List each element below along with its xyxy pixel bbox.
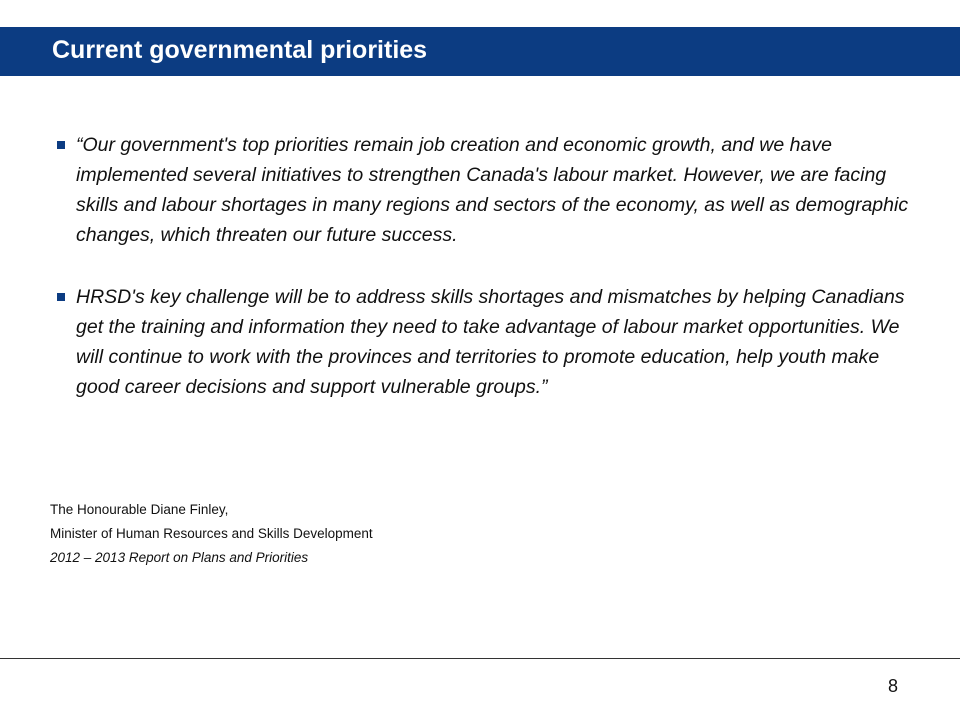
- bullet-item: [52, 130, 912, 250]
- attribution: [50, 498, 373, 570]
- footer-divider: [0, 658, 960, 659]
- square-bullet-icon: [57, 141, 65, 149]
- slide-title: Current governmental priorities: [52, 36, 428, 64]
- bullet-text: “Our government's top priorities remain job creation and economic growth, and we have implemented several initiatives to strengthen Canada's labour market. However, we are facing skills and labour shortages in many regions and sectors of the economy, as well as demographic changes, which threaten our future success.: [76, 134, 909, 246]
- bullet-list: [52, 130, 912, 402]
- bullet-text: HRSD's key challenge will be to address skills shortages and mismatches by helping Canadians get the training and information they need to take advantage of labour market opportunities. We will continue to work with the provinces and territories to promote education, help youth make good career decisions and support vulnerable groups.”: [76, 286, 905, 398]
- page-number: 8: [888, 676, 899, 696]
- attribution-role: Minister of Human Resources and Skills Development: [50, 526, 373, 541]
- bullet-item: [52, 282, 912, 402]
- square-bullet-icon: [57, 293, 65, 301]
- attribution-name: The Honourable Diane Finley,: [50, 502, 229, 517]
- attribution-source: 2012 – 2013 Report on Plans and Priorities: [50, 550, 309, 565]
